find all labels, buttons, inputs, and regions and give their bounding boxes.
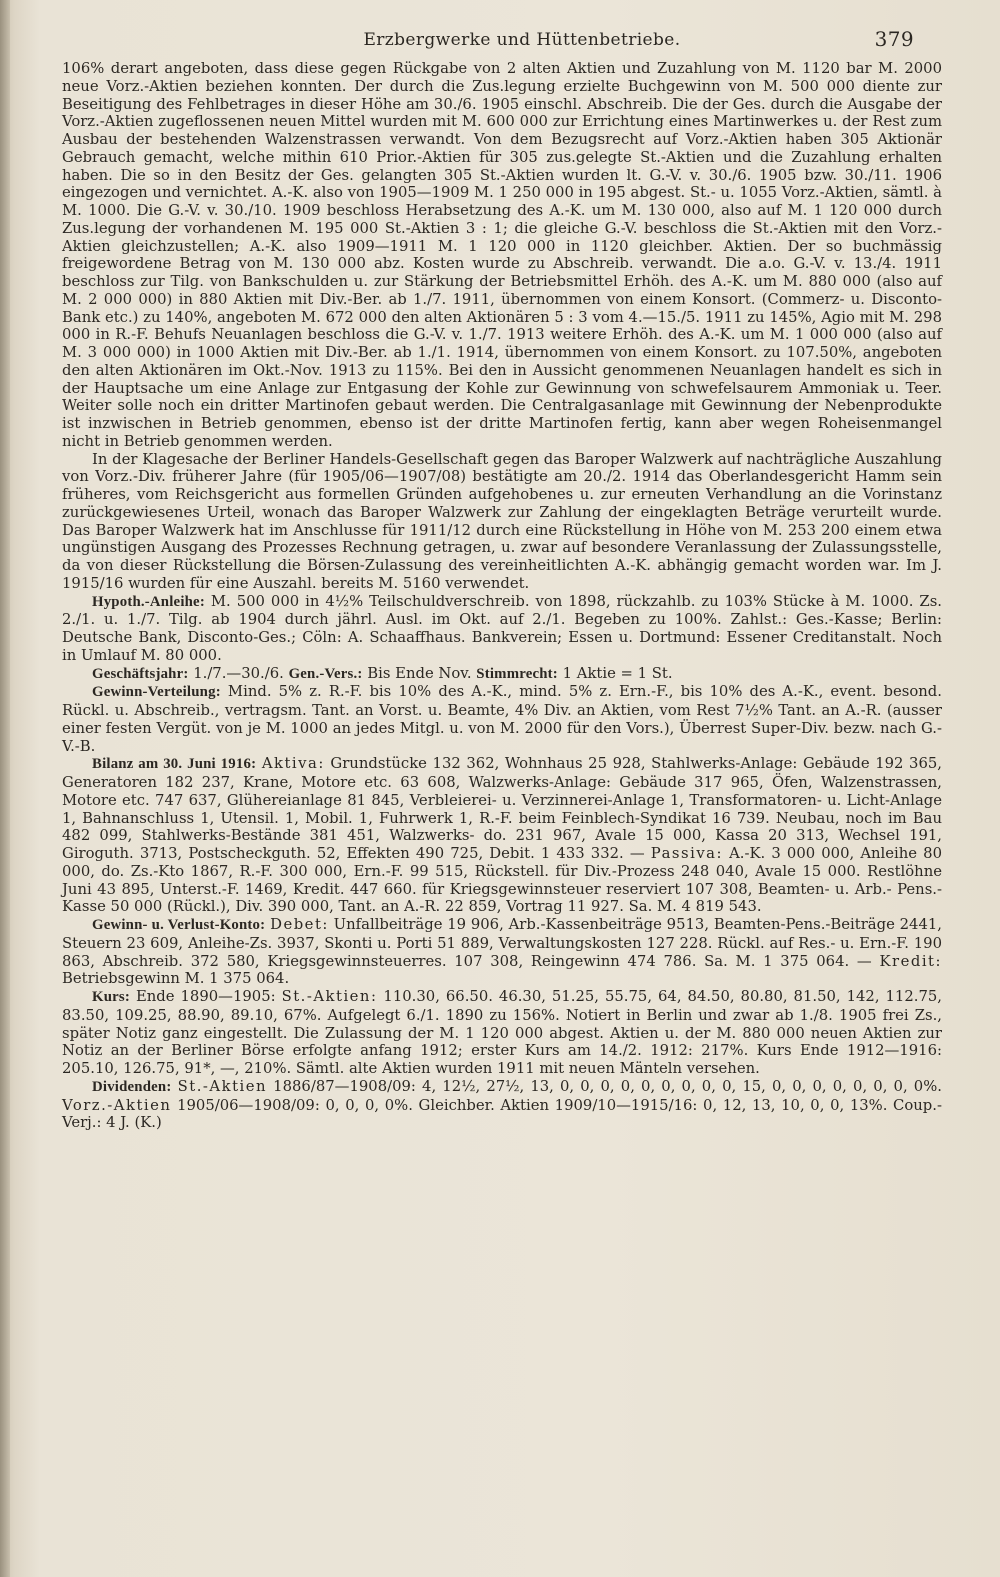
dividends-section: [62, 1078, 942, 1132]
section-text: 1905/06—1908/09: 0, 0, 0, 0%. Gleichber. Aktien 1909/10—1915/16: 0, 12, 13, 10, 0, 0, 13%. Coup.-Verj.: 4 J. (K.): [62, 1096, 942, 1132]
section-label: St.-Aktien:: [281, 988, 378, 1005]
section-label: Vorz.-Aktien: [62, 1096, 172, 1114]
section-text: Ende 1890—1905:: [130, 988, 282, 1005]
bond-section: [62, 593, 942, 665]
section-text: M. 500 000 in 4½% Teilschuldverschreib. von 1898, rückzahlb. zu 103% Stücke à M. 1000. Zs. 2./1. u. 1./7. Tilg. ab 1904 durch jährl. Ausl. im Okt. auf 2./1. Begeben zu 100%. Zahlst.: Ges.-Kasse; Berlin: Deutsche Bank, Disconto-Ges.; Cöln: A. Schaaffhaus. Bankverein; Essen u. Dortmund: Essener Creditanstalt. Noch in Umlauf M. 80 000.: [62, 592, 942, 664]
section-text: Grundstücke 132 362, Wohnhaus 25 928, Stahlwerks-Anlage: Gebäude 192 365, Generatoren 182 237, Krane, Motore etc. 63 608, Walzwerks-Anlage: Gebäude 317 965, Öfen, Walzenstrassen, Motore etc. 747 637, Glühereianlage 81 845, Verbleierei- u. Verzinnerei-Anlage 1, Transformatoren- u. Licht-Anlage 1, Bahnanschluss 1, Utensil. 1, Mobil. 1, Fuhrwerk 1, R.-F. beim Feinblech-Syndikat 16 739. Neubau, noch im Bau 482 099, Stahlwerks-Bestände 381 451, Walzwerks- do. 231 967, Avale 15 000, Kassa 20 313, Wechsel 191, Giroguth. 3713, Postscheckguth. 52, Effekten 490 725, Debit. 1 433 332. —: [62, 755, 942, 862]
section-heading: Stimmrecht:: [476, 665, 558, 682]
page-body: [62, 60, 942, 1132]
section-heading: Bilanz am 30. Juni 1916:: [92, 756, 257, 773]
section-heading: Geschäftsjahr:: [92, 665, 189, 682]
share-price-section: [62, 988, 942, 1078]
section-label: Passiva:: [650, 845, 723, 862]
section-heading: Gen.-Vers.:: [288, 665, 363, 682]
section-label: Aktiva:: [261, 755, 325, 773]
section-text: Mind. 5% z. R.-F. bis 10% des A.-K., mind. 5% z. Ern.-F., bis 10% des A.-K., event. besond. Rückl. u. Abschreib., vertragsm. Tant. an Vorst. u. Beamte, 4% Div. an Aktien, vom Rest 7½% Tant. an A.-R. (ausser einer festen Vergüt. von je M. 1000 an jedes Mitgl. u. von M. 2000 für den Vors.), Überrest Super-Div. bezw. nach G.-V.-B.: [62, 683, 942, 755]
section-label: Kredit:: [879, 952, 942, 970]
section-label: Debet:: [270, 916, 329, 933]
section-text: 1./7.—30./6.: [188, 664, 289, 682]
lawsuit-paragraph: In der Klagesache der Berliner Handels-Gesellschaft gegen das Baroper Walzwerk auf nachträgliche Auszahlung von Vorz.-Div. früherer Jahre (für 1905/06—1907/08) bestätigte am 20./2. 1914 das Oberlandesgericht Hamm sein früheres, vom Reichsgericht aus formellen Gründen aufgehobenes u. zur erneuten Verhandlung an die Vorinstanz zurückgewiesenes Urteil, wonach das Baroper Walzwerk zur Zahlung der eingeklagten Beträge verurteilt wurde. Das Baroper Walzwerk hat im Anschlusse für 1911/12 durch eine Rückstellung in Höhe von M. 253 200 einem etwa ungünstigen Ausgang des Prozesses Rechnung getragen, u. zwar auf besondere Veranlassung der Zulassungsstelle, da von dieser Rückstellung die Börsen-Zulassung des vereinheitlichten A.-K. abhängig gemacht worden war. Im J. 1915/16 wurden für eine Auszahl. bereits M. 5160 verwendet.: [62, 450, 942, 592]
profit-loss-section: [62, 916, 942, 988]
history-paragraph: 106% derart angeboten, dass diese gegen Rückgabe von 2 alten Aktien und Zuzahlung von M. 1120 bar M. 2000 neue Vorz.-Aktien beziehen konnten. Der durch die Zus.legung erzielte Buchgewinn von M. 500 000 diente zur Beseitigung des Fehlbetrages in dieser Höhe am 30./6. 1905 einschl. Abschreib. Die der Ges. durch die Ausgabe der Vorz.-Aktien zugeflossenen neuen Mittel wurden mit M. 600 000 zur Errichtung eines Martinwerkes u. der Rest zum Ausbau der bestehenden Walzenstrassen verwandt. Von dem Bezugsrecht auf Vorz.-Aktien haben 305 Aktionär Gebrauch gemacht, welche mithin 610 Prior.-Aktien für 305 zus.gelegte St.-Aktien und die Zuzahlung erhalten haben. Die so in den Besitz der Ges. gelangten 305 St.-Aktien wurden lt. G.-V. v. 30./6. 1905 bzw. 30./11. 1906 eingezogen und vernichtet. A.-K. also von 1905—1909 M. 1 250 000 in 195 abgest. St.- u. 1055 Vorz.-Aktien, sämtl. à M. 1000. Die G.-V. v. 30./10. 1909 beschloss Herabsetzung des A.-K. um M. 130 000, also auf M. 1 120 000 durch Zus.legung der vorhandenen M. 195 000 St.-Aktien 3 : 1; die gleiche G.-V. beschloss die St.-Aktien mit den Vorz.-Aktien gleichzustellen; A.-K. also 1909—1911 M. 1 120 000 in 1120 gleichber. Aktien. Der so buchmässig freigewordene Betrag von M. 130 000 abz. Kosten wurde zu Abschreib. verwandt. Die a.o. G.-V. v. 13./4. 1911 beschloss zur Tilg. von Bankschulden u. zur Stärkung der Betriebsmittel Erhöh. des A.-K. um M. 880 000 (also auf M. 2 000 000) in 880 Aktien mit Div.-Ber. ab 1./7. 1911, übernommen von einem Konsort. (Commerz- u. Disconto-Bank etc.) zu 140%, angeboten M. 672 000 den alten Aktionären 5 : 3 vom 4.—15./5. 1911 zu 145%, Agio mit M. 298 000 in R.-F. Behufs Neuanlagen beschloss die G.-V. v. 1./7. 1913 weitere Erhöh. des A.-K. um M. 1 000 000 (also auf M. 3 000 000) in 1000 Aktien mit Div.-Ber. ab 1./1. 1914, übernommen von einem Konsort. zu 107.50%, angeboten den alten Aktionären im Okt.-Nov. 1913 zu 115%. Bei den in Aussicht genommenen Neuanlagen handelt es sich in der Hauptsache um eine Anlage zur Entgasung der Kohle zur Gewinnung von schwefelsaurem Ammoniak u. Teer. Weiter solle noch ein dritter Martinofen gebaut werden. Die Centralgasanlage mit Gewinnung der Nebenprodukte ist inzwischen in Betrieb genommen, ebenso ist der dritte Martinofen fertig, kann aber wegen Roheisenmangel nicht in Betrieb genommen werden.: [62, 60, 942, 450]
profit-distribution-section: [62, 683, 942, 755]
section-text: Bis Ende Nov.: [362, 664, 477, 682]
section-heading: Dividenden:: [92, 1078, 172, 1095]
section-text: Unfallbeiträge 19 906, Arb.-Kassenbeiträge 9513, Beamten-Pens.-Beiträge 2441, Steuern 23 609, Anleihe-Zs. 3937, Skonti u. Porti 51 889, Verwaltungskosten 127 228. Rückl. auf Res.- u. Ern.-F. 190 863, Abschreib. 372 580, Kriegsgewinnsteuerres. 107 308, Reingewinn 474 786. Sa. M. 1 375 064. —: [62, 916, 942, 970]
section-text: Betriebsgewinn M. 1 375 064.: [62, 970, 290, 988]
section-text: 1 Aktie = 1 St.: [557, 664, 673, 682]
section-heading: Gewinn- u. Verlust-Konto:: [92, 917, 266, 933]
page-header: [62, 20, 942, 60]
section-text: 1886/87—1908/09: 4, 12½, 27½, 13, 0, 0, 0, 0, 0, 0, 0, 0, 0, 15, 0, 0, 0, 0, 0, 0, 0, 0%.: [267, 1077, 942, 1095]
section-heading: Hypoth.-Anleihe:: [92, 593, 205, 610]
section-heading: Gewinn-Verteilung:: [92, 684, 221, 701]
running-title: Erzbergwerke und Hüttenbetriebe.: [363, 30, 681, 50]
section-text: 110.30, 66.50. 46.30, 51.25, 55.75, 64, 84.50, 80.80, 81.50, 142, 112.75, 83.50, 109.25, 88.90, 89.10, 67%. Aufgelegt 6./1. 1890 zu 156%. Notiert in Berlin und zwar ab 1./8. 1905 frei Zs., später Notiz ganz eingestellt. Die Zulassung der M. 1 120 000 abgest. Aktien u. der M. 880 000 neuen Aktien zur Notiz an der Berliner Börse erfolgte anfang 1912; erster Kurs am 14./2. 1912: 217%. Kurs Ende 1912—1916: 205.10, 126.75, 91*, —, 210%. Sämtl. alte Aktien wurden 1911 mit neuen Mänteln versehen.: [62, 988, 942, 1077]
section-label: St.-Aktien: [177, 1077, 268, 1095]
fiscal-year-section: [62, 665, 942, 684]
balance-sheet-section: [62, 755, 942, 916]
section-heading: Kurs:: [92, 989, 130, 1005]
section-text: A.-K. 3 000 000, Anleihe 80 000, do. Zs.-Kto 1867, R.-F. 300 000, Ern.-F. 99 515, Rückstell. für Div.-Prozess 248 040, Avale 15 000. Restlöhne Juni 43 895, Unterst.-F. 1469, Kredit. 447 660. für Kriegsgewinnsteuer reserviert 107 308, Beamten- u. Arb.- Pens.-Kasse 50 000 (Rückl.), Div. 390 000, Tant. an A.-R. 22 859, Vortrag 11 927. Sa. M. 4 819 543.: [62, 845, 942, 916]
page-number: 379: [874, 27, 914, 51]
